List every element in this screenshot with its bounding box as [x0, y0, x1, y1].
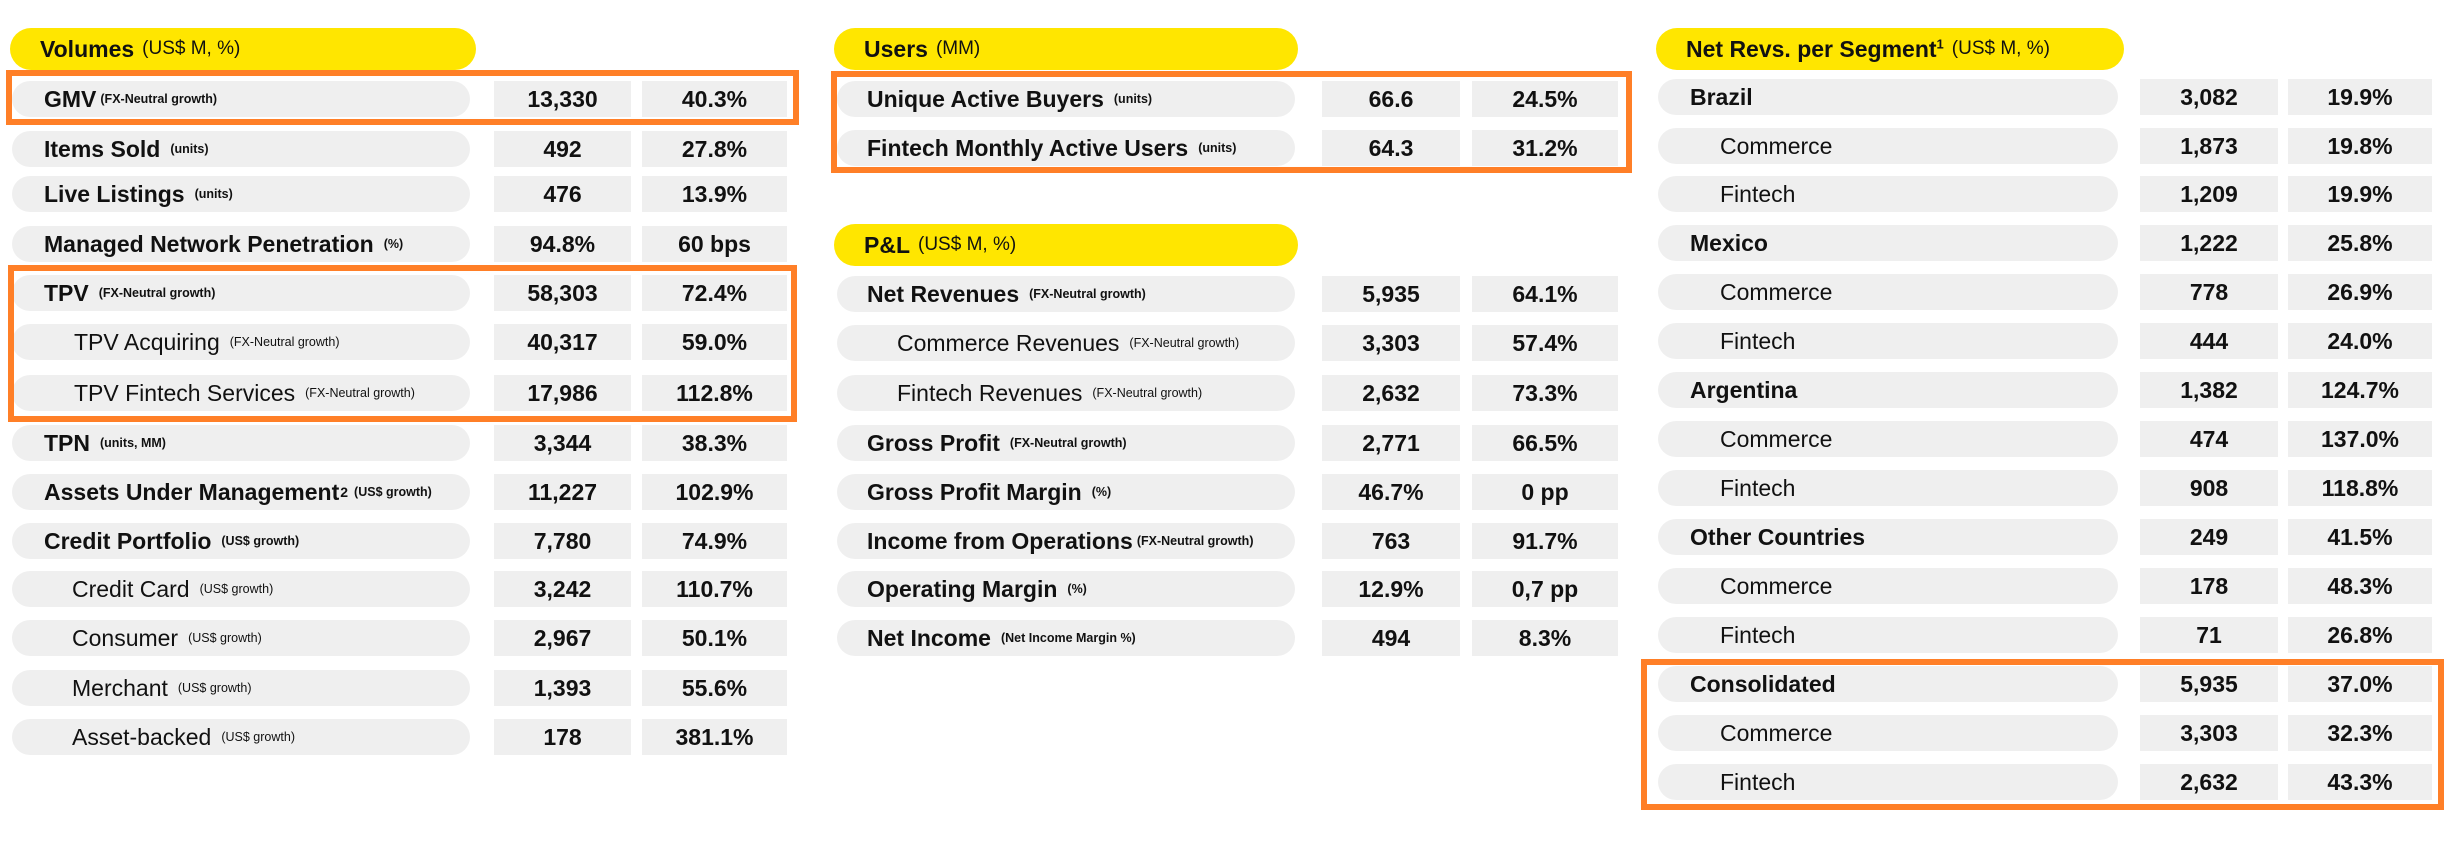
value-cell: 17,986	[494, 375, 631, 411]
row-label: Fintech Revenues (FX-Neutral growth)	[837, 375, 1295, 411]
growth-cell: 38.3%	[642, 425, 787, 461]
row-label: TPV (FX-Neutral growth)	[12, 275, 470, 311]
growth-cell: 59.0%	[642, 324, 787, 360]
row-label: Commerce	[1658, 421, 2118, 457]
pl-header	[834, 224, 1298, 266]
growth-cell: 102.9%	[642, 474, 787, 510]
growth-cell: 55.6%	[642, 670, 787, 706]
row-label: Fintech	[1658, 617, 2118, 653]
row-label: Credit Portfolio (US$ growth)	[12, 523, 470, 559]
row-label: Other Countries	[1658, 519, 2118, 555]
row-label: Credit Card (US$ growth)	[12, 571, 470, 607]
value-cell: 2,632	[2140, 764, 2278, 800]
value-cell: 778	[2140, 274, 2278, 310]
growth-cell: 43.3%	[2288, 764, 2432, 800]
growth-cell: 26.8%	[2288, 617, 2432, 653]
growth-cell: 26.9%	[2288, 274, 2432, 310]
growth-cell: 0 pp	[1472, 474, 1618, 510]
row-label: Operating Margin (%)	[837, 571, 1295, 607]
value-cell: 13,330	[494, 81, 631, 117]
value-cell: 58,303	[494, 275, 631, 311]
growth-cell: 19.8%	[2288, 128, 2432, 164]
value-cell: 7,780	[494, 523, 631, 559]
row-label: GMV (FX-Neutral growth)	[12, 81, 470, 117]
row-label: Commerce	[1658, 715, 2118, 751]
growth-cell: 19.9%	[2288, 79, 2432, 115]
growth-cell: 64.1%	[1472, 276, 1618, 312]
value-cell: 2,632	[1322, 375, 1460, 411]
row-label: Consolidated	[1658, 666, 2118, 702]
value-cell: 3,344	[494, 425, 631, 461]
row-label: Argentina	[1658, 372, 2118, 408]
row-label: Brazil	[1658, 79, 2118, 115]
value-cell: 5,935	[2140, 666, 2278, 702]
growth-cell: 124.7%	[2288, 372, 2432, 408]
value-cell: 12.9%	[1322, 571, 1460, 607]
growth-cell: 60 bps	[642, 226, 787, 262]
growth-cell: 24.0%	[2288, 323, 2432, 359]
row-label: Net Income (Net Income Margin %)	[837, 620, 1295, 656]
value-cell: 40,317	[494, 324, 631, 360]
value-cell: 178	[494, 719, 631, 755]
growth-cell: 37.0%	[2288, 666, 2432, 702]
growth-cell: 0,7 pp	[1472, 571, 1618, 607]
row-label: Gross Profit (FX-Neutral growth)	[837, 425, 1295, 461]
segments-title: Net Revs. per Segment$^1$	[1686, 35, 1944, 62]
value-cell: 66.6	[1322, 81, 1460, 117]
value-cell: 3,242	[494, 571, 631, 607]
pl-title: P&L	[864, 231, 910, 258]
value-cell: 492	[494, 131, 631, 167]
row-label: Fintech	[1658, 470, 2118, 506]
growth-cell: 110.7%	[642, 571, 787, 607]
value-cell: 474	[2140, 421, 2278, 457]
row-label: Net Revenues (FX-Neutral growth)	[837, 276, 1295, 312]
row-label: TPV Acquiring (FX-Neutral growth)	[12, 324, 470, 360]
growth-cell: 137.0%	[2288, 421, 2432, 457]
users-unit: (MM)	[935, 38, 981, 59]
growth-cell: 40.3%	[642, 81, 787, 117]
growth-cell: 48.3%	[2288, 568, 2432, 604]
growth-cell: 25.8%	[2288, 225, 2432, 261]
row-label: TPV Fintech Services (FX-Neutral growth)	[12, 375, 470, 411]
row-label: Commerce	[1658, 274, 2118, 310]
row-label: Managed Network Penetration (%)	[12, 226, 470, 262]
growth-cell: 73.3%	[1472, 375, 1618, 411]
value-cell: 494	[1322, 620, 1460, 656]
value-cell: 71	[2140, 617, 2278, 653]
growth-cell: 13.9%	[642, 176, 787, 212]
growth-cell: 27.8%	[642, 131, 787, 167]
volumes-header	[10, 28, 476, 70]
value-cell: 3,082	[2140, 79, 2278, 115]
growth-cell: 8.3%	[1472, 620, 1618, 656]
volumes-unit: (US$ M, %)	[142, 38, 241, 59]
row-label: Fintech	[1658, 323, 2118, 359]
row-label: Fintech	[1658, 764, 2118, 800]
row-label: Consumer (US$ growth)	[12, 620, 470, 656]
pl-unit: (US$ M, %)	[918, 234, 1017, 255]
segments-unit: (US$ M, %)	[1951, 38, 2050, 59]
growth-cell: 112.8%	[642, 375, 787, 411]
row-label: Commerce	[1658, 128, 2118, 164]
row-label: Live Listings (units)	[12, 176, 470, 212]
growth-cell: 19.9%	[2288, 176, 2432, 212]
growth-cell: 41.5%	[2288, 519, 2432, 555]
row-label: Merchant (US$ growth)	[12, 670, 470, 706]
value-cell: 1,222	[2140, 225, 2278, 261]
value-cell: 444	[2140, 323, 2278, 359]
value-cell: 1,209	[2140, 176, 2278, 212]
row-label: Commerce Revenues (FX-Neutral growth)	[837, 325, 1295, 361]
row-label: Assets Under Management 2 (US$ growth)	[12, 474, 470, 510]
volumes-title: Volumes	[40, 35, 135, 62]
growth-cell: 31.2%	[1472, 130, 1618, 166]
value-cell: 5,935	[1322, 276, 1460, 312]
row-label: Fintech	[1658, 176, 2118, 212]
row-label: Income from Operations (FX-Neutral growth)	[837, 523, 1295, 559]
growth-cell: 91.7%	[1472, 523, 1618, 559]
value-cell: 908	[2140, 470, 2278, 506]
value-cell: 476	[494, 176, 631, 212]
row-label: Asset-backed (US$ growth)	[12, 719, 470, 755]
segments-header	[1656, 28, 2124, 70]
row-label: TPN (units, MM)	[12, 425, 470, 461]
row-label: Gross Profit Margin (%)	[837, 474, 1295, 510]
value-cell: 178	[2140, 568, 2278, 604]
growth-cell: 381.1%	[642, 719, 787, 755]
value-cell: 1,393	[494, 670, 631, 706]
value-cell: 1,382	[2140, 372, 2278, 408]
value-cell: 3,303	[2140, 715, 2278, 751]
value-cell: 249	[2140, 519, 2278, 555]
growth-cell: 57.4%	[1472, 325, 1618, 361]
users-title: Users	[864, 35, 928, 62]
growth-cell: 24.5%	[1472, 81, 1618, 117]
value-cell: 64.3	[1322, 130, 1460, 166]
growth-cell: 72.4%	[642, 275, 787, 311]
row-label: Commerce	[1658, 568, 2118, 604]
value-cell: 2,967	[494, 620, 631, 656]
row-label: Mexico	[1658, 225, 2118, 261]
growth-cell: 118.8%	[2288, 470, 2432, 506]
row-label: Fintech Monthly Active Users (units)	[837, 130, 1295, 166]
value-cell: 46.7%	[1322, 474, 1460, 510]
value-cell: 1,873	[2140, 128, 2278, 164]
row-label: Items Sold (units)	[12, 131, 470, 167]
growth-cell: 32.3%	[2288, 715, 2432, 751]
growth-cell: 50.1%	[642, 620, 787, 656]
value-cell: 11,227	[494, 474, 631, 510]
value-cell: 3,303	[1322, 325, 1460, 361]
users-header	[834, 28, 1298, 70]
row-label: Unique Active Buyers (units)	[837, 81, 1295, 117]
value-cell: 94.8%	[494, 226, 631, 262]
value-cell: 2,771	[1322, 425, 1460, 461]
growth-cell: 74.9%	[642, 523, 787, 559]
growth-cell: 66.5%	[1472, 425, 1618, 461]
value-cell: 763	[1322, 523, 1460, 559]
